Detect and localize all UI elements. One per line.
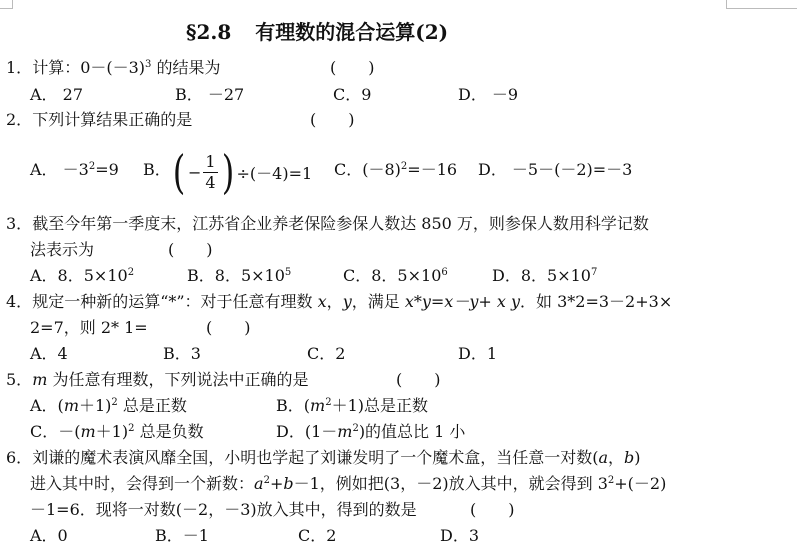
- question-3-line-1: 3．截至今年第一季度末，江苏省企业养老保险参保人数达 850 万，则参保人数用科学记数: [6, 214, 649, 233]
- question-1-blank: ( ): [330, 58, 375, 77]
- page-corner-mark-right: [726, 0, 797, 9]
- q4-option-b: B．3: [163, 344, 201, 363]
- q6-option-c: C．2: [298, 526, 337, 545]
- question-1-stem: 1．计算：$0-(-3)^3$ 的结果为: [6, 58, 221, 77]
- question-6-line-2: 进入其中时，会得到一个新数：$a^2+b-1$，例如把(3，－2)放入其中，就会得到 $3^2+(-2)$: [30, 474, 667, 493]
- question-5-blank: ( ): [396, 370, 441, 389]
- q3-option-d: D．8．$5\times 10^7$: [492, 266, 598, 285]
- left-paren: (: [172, 145, 186, 199]
- q2-option-b-expression: [170, 146, 312, 198]
- page-title: [186, 16, 448, 45]
- q2-option-b-label: B．: [143, 160, 171, 179]
- q6-option-b: B．－1: [155, 526, 209, 545]
- q2-option-d: D． －5－(－2)=－3: [478, 160, 633, 179]
- q6-option-a: A．0: [30, 526, 68, 545]
- section-number: §2.8: [186, 20, 232, 44]
- fraction-denominator: 4: [205, 172, 216, 192]
- fraction: [203, 152, 217, 193]
- q2-option-a: A． $-3^2=9$: [30, 160, 119, 179]
- question-3-blank: ( ): [168, 240, 213, 259]
- q1-option-b: B． －27: [175, 85, 245, 104]
- q5-option-c: C．$-(m+1)^2$ 总是负数: [30, 422, 204, 441]
- q2-option-c: C．$(-8)^2=-16$: [334, 160, 458, 179]
- q1-option-a: A． 27: [30, 85, 84, 104]
- q5-option-a: A．$(m+1)^2$ 总是正数: [30, 396, 187, 415]
- q3-option-a: A．8．$5\times 10^2$: [30, 266, 135, 285]
- question-4-line-2: 2=7，则 2* 1=: [30, 318, 148, 337]
- question-6-blank: ( ): [470, 500, 515, 519]
- q5-option-d: D．$(1-m^2)$的值总比 1 小: [276, 422, 466, 441]
- right-paren: ): [221, 145, 234, 199]
- question-2-blank: ( ): [310, 110, 355, 129]
- q4-option-c: C．2: [307, 344, 346, 363]
- question-4-blank: ( ): [206, 318, 251, 337]
- q4-option-d: D．1: [458, 344, 498, 363]
- q3-option-b: B．8．$5\times 10^5$: [187, 266, 292, 285]
- question-3-line-2: 法表示为: [30, 240, 95, 259]
- page-corner-mark-left: [0, 0, 13, 9]
- q5-option-b: B．$(m^2+1)$总是正数: [276, 396, 428, 415]
- question-6-line-3: －1=6．现将一对数(－2，－3)放入其中，得到的数是: [30, 500, 417, 519]
- q3-option-c: C．8．$5\times 10^6$: [343, 266, 448, 285]
- minus-sign: −: [187, 162, 202, 182]
- q1-option-d: D． －9: [458, 85, 519, 104]
- q2-option-b-tail: ÷(－4)=1: [236, 163, 313, 183]
- fraction-numerator: 1: [205, 151, 216, 171]
- q6-option-d: D．3: [440, 526, 480, 545]
- question-6-line-1: 6．刘谦的魔术表演风靡全国，小明也学起了刘谦发明了一个魔术盒，当任意一对数(a，b): [6, 448, 641, 467]
- question-2-stem: 2．下列计算结果正确的是: [6, 110, 193, 129]
- title-text: 有理数的混合运算(2): [255, 20, 449, 44]
- question-4-line-1: 4．规定一种新的运算“*”：对于任意有理数 x，y，满足 x*y=x－y+ x y．如 3*2=3－2+3×: [6, 292, 673, 311]
- question-5-stem: 5．m 为任意有理数，下列说法中正确的是: [6, 370, 309, 389]
- q1-option-c: C．9: [333, 85, 372, 104]
- q4-option-a: A．4: [30, 344, 68, 363]
